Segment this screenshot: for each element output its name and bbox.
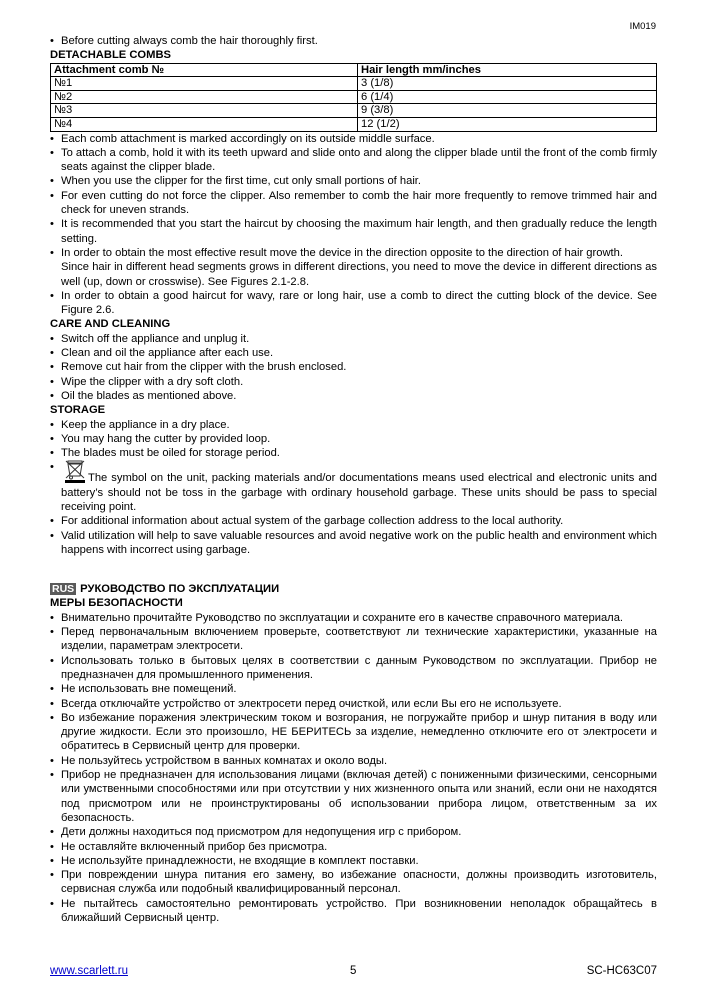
list-item: • Не использовать вне помещений. xyxy=(50,682,657,696)
crossed-out-wheelie-bin-icon xyxy=(62,460,88,484)
document-code: IM019 xyxy=(629,21,656,32)
list-item: • In order to obtain a good haircut for wavy, rare or long hair, use a comb to direct the cutting block of the device. See Figure 2.6. xyxy=(50,289,657,318)
combs-heading: DETACHABLE COMBS xyxy=(50,49,171,62)
ru-safety-list xyxy=(50,611,657,926)
website-link[interactable]: www.scarlett.ru xyxy=(50,965,128,977)
storage-list xyxy=(50,418,657,461)
column-header-length: Hair length mm/inches xyxy=(358,63,657,77)
list-item: • For even cutting do not force the clipper. Also remember to comb the hair more frequently to remove trimmed hair and check for uneven strands. xyxy=(50,189,657,218)
list-item: • Before cutting always comb the hair thoroughly first. xyxy=(50,34,657,48)
list-item: • You may hang the cutter by provided loop. xyxy=(50,432,657,446)
list-item: • Во избежание поражения электрическим током и возгорания, не погружайте прибор и шнур питания в воду или другие жидкости. Если это произошло, НЕ БЕРИТЕСЬ за изделие, немедленно отключите его от электросети и обратитесь в Сервисный центр для проверки. xyxy=(50,711,657,754)
intro-list xyxy=(50,34,657,48)
list-item: • In order to obtain the most effective result move the device in the direction opposite to the direction of hair growth. Since hair in different head segments grows in different directions, you need to move the device in different directions as well (up, down or crosswise). See Figures 2.1-2.8. xyxy=(50,246,657,289)
care-list xyxy=(50,332,657,403)
list-item: • Перед первоначальным включением проверьте, соответствуют ли технические характеристики, указанные на изделии, параметрам электросети. xyxy=(50,625,657,654)
list-item: • The blades must be oiled for storage period. xyxy=(50,446,657,460)
length-cell: 9 (3/8) xyxy=(358,104,657,118)
list-item: • Не пытайтесь самостоятельно ремонтировать устройство. При возникновении неполадок обращайтесь в ближайший Сервисный центр. xyxy=(50,897,657,926)
page-content xyxy=(50,34,657,925)
list-item: • Всегда отключайте устройство от электросети перед очисткой, или если Вы его не используете. xyxy=(50,697,657,711)
list-item: • Не используйте принадлежности, не входящие в комплект поставки. xyxy=(50,854,657,868)
disposal-list xyxy=(50,460,657,557)
list-item: • Использовать только в бытовых целях в соответствии с данным Руководством по эксплуатации. Прибор не предназначен для промышленного применения. xyxy=(50,654,657,683)
list-item: • Дети должны находиться под присмотром для недопущения игр с прибором. xyxy=(50,825,657,839)
list-item: • Не пользуйтесь устройством в ванных комнатах и около воды. xyxy=(50,754,657,768)
table-header-row xyxy=(51,63,657,77)
list-item: • It is recommended that you start the haircut by choosing the maximum hair length, and then gradually reduce the length setting. xyxy=(50,217,657,246)
table-row xyxy=(51,90,657,104)
list-item: • To attach a comb, hold it with its teeth upward and slide onto and along the clipper blade until the front of the comb firmly seats against the clipper blade. xyxy=(50,146,657,175)
length-cell: 6 (1/4) xyxy=(358,90,657,104)
table-row xyxy=(51,117,657,131)
list-item: • Switch off the appliance and unplug it. xyxy=(50,332,657,346)
storage-heading: STORAGE xyxy=(50,404,106,417)
list-item: • Each comb attachment is marked accordingly on its outside middle surface. xyxy=(50,132,657,146)
ru-safety-heading: МЕРЫ БЕЗОПАСНОСТИ xyxy=(50,597,183,610)
list-item: • Valid utilization will help to save valuable resources and avoid negative work on the public health and environment which happens with incorrect using garbage. xyxy=(50,529,657,558)
length-cell: 12 (1/2) xyxy=(358,117,657,131)
weee-text: The symbol on the unit, packing materials and/or documentations means used electrical and electronic units and battery’s should not be toss in the garbage with ordinary household garbage. These units should be pass to special receiving point. xyxy=(61,472,657,513)
list-item: • Remove cut hair from the clipper with the brush enclosed. xyxy=(50,360,657,374)
comb-length-table xyxy=(50,63,657,132)
list-item: • Oil the blades as mentioned above. xyxy=(50,389,657,403)
list-item: • Прибор не предназначен для использования лицами (включая детей) с пониженными физическими, сенсорными или умственными способностями или при отсутствии у них жизненного опыта или знаний, если они не находятся под присмотром или не проинструктированы об использовании прибора лицом, ответственным за их безопасность. xyxy=(50,768,657,825)
comb-cell: №4 xyxy=(51,117,358,131)
list-item: • For additional information about actual system of the garbage collection address to the local authority. xyxy=(50,514,657,528)
list-item: • Keep the appliance in a dry place. xyxy=(50,418,657,432)
care-heading: CARE AND CLEANING xyxy=(50,318,171,331)
list-item: • When you use the clipper for the first time, cut only small portions of hair. xyxy=(50,174,657,188)
list-item: • Не оставляйте включенный прибор без присмотра. xyxy=(50,840,657,854)
list-item: • Clean and oil the appliance after each use. xyxy=(50,346,657,360)
comb-cell: №1 xyxy=(51,77,358,91)
list-item: • Wipe the clipper with a dry soft cloth. xyxy=(50,375,657,389)
length-cell: 3 (1/8) xyxy=(358,77,657,91)
list-item: • При повреждении шнура питания его замену, во избежание опасности, должны производить изготовитель, сервисная служба или подобный квалифицированный персонал. xyxy=(50,868,657,897)
comb-cell: №2 xyxy=(51,90,358,104)
list-item xyxy=(50,460,657,514)
list-item: • Внимательно прочитайте Руководство по эксплуатации и сохраните его в качестве справочного материала. xyxy=(50,611,657,625)
ru-title: RUS РУКОВОДСТВО ПО ЭКСПЛУАТАЦИИ xyxy=(52,583,280,596)
table-row xyxy=(51,104,657,118)
usage-list xyxy=(50,132,657,318)
column-header-comb: Attachment comb № xyxy=(51,63,358,77)
page-number: 5 xyxy=(350,965,357,977)
language-tag: RUS xyxy=(52,583,75,596)
comb-cell: №3 xyxy=(51,104,358,118)
usage-extra-paragraph: Since hair in different head segments grows in different directions, you need to move the device in different directions as well (up, down or crosswise). See Figures 2.1-2.8. xyxy=(61,261,657,288)
table-row xyxy=(51,77,657,91)
model-number: SC-HC63C07 xyxy=(586,965,657,977)
